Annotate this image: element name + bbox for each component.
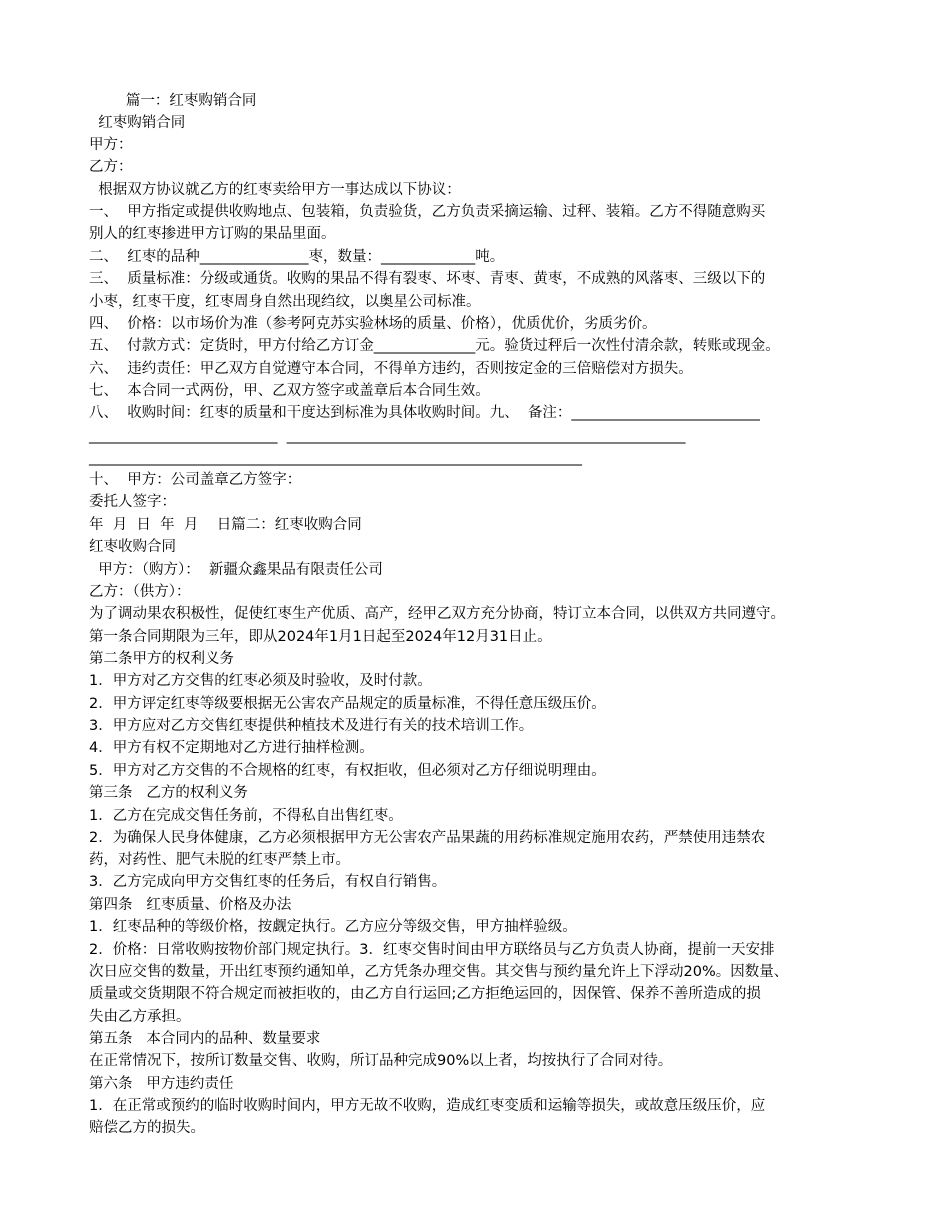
document-line: 红枣收购合同 [89, 539, 176, 555]
document-line: 七、 本合同一式两份，甲、乙双方签字或盖章后本合同生效。 [89, 383, 490, 399]
document-line: 赔偿乙方的损失。 [89, 1120, 205, 1136]
document-line: 第四条 红枣质量、价格及办法 [89, 897, 292, 913]
document-line: 根据双方协议就乙方的红枣卖给甲方一事达成以下协议： [89, 182, 461, 198]
document-line: 次日应交售的数量，开出红枣预约通知单，乙方凭条办理交售。其交售与预约量允许上下浮动20%。因数量、 [89, 964, 789, 980]
document-line: 乙方： [89, 159, 133, 175]
document-line: 第二条甲方的权利义务 [89, 651, 234, 667]
document-line: 质量或交货期限不符合规定而被拒收的，由乙方自行运回;乙方拒绝运回的，因保管、保养不善所造成的损 [89, 986, 761, 1002]
document-line: 三、 质量标准：分级或通货。收购的果品不得有裂枣、坏枣、青枣、黄枣，不成熟的风落枣、三级以下的 [89, 271, 766, 287]
document-line: 二、 红枣的品种_______________枣，数量：_____________吨。 [89, 249, 505, 265]
document-line: 甲方：（购方）： 新疆众鑫果品有限责任公司 [89, 562, 383, 578]
document-line: 1．甲方对乙方交售的红枣必须及时验收，及时付款。 [89, 673, 432, 689]
document-line: 年 月 日 年 月 日篇二：红枣收购合同 [89, 517, 362, 533]
document-line: 一、 甲方指定或提供收购地点、包装箱，负责验货，乙方负责采摘运输、过秤、装箱。乙方不得随意购买 [89, 204, 766, 220]
document-line: 十、 甲方：公司盖章乙方签字： [89, 472, 302, 488]
document-line: 乙方：（供方）： [89, 584, 191, 600]
document-line: 第六条 甲方违约责任 [89, 1076, 234, 1092]
document-line: 1．红枣品种的等级价格，按觑定执行。乙方应分等级交售，甲方抽样验级。 [89, 919, 577, 935]
document-line: 六、 违约责任：甲乙双方自觉遵守本合同，不得单方违约，否则按定金的三倍赔偿对方损失。 [89, 361, 693, 377]
document-line: 篇一：红枣购销合同 [89, 93, 257, 109]
document-line: 3．甲方应对乙方交售红枣提供种植技术及进行有关的技术培训工作。 [89, 718, 534, 734]
document-line: 为了调动果农积极性，促使红枣生产优质、高产，经甲乙双方充分协商，特订立本合同，以供双方共同遵守。 [89, 606, 785, 622]
document-line: 五、 付款方式：定货时，甲方付给乙方订金______________元。验货过秤后一次性付清余款，转账或现金。 [89, 338, 780, 354]
document-line: 2．为确保人民身体健康，乙方必须根据甲方无公害农产品果蔬的用药标准规定施用农药，严禁使用违禁农 [89, 830, 766, 846]
document-line: 红枣购销合同 [89, 115, 186, 131]
document-line: 药，对药性、肥气未脱的红枣严禁上市。 [89, 852, 350, 868]
document-line: 别人的红枣掺进甲方订购的果品里面。 [89, 226, 336, 242]
document-line: 2．价格：日常收购按物价部门规定执行。3．红枣交售时间由甲方联络员与乙方负责人协商，提前一天安排 [89, 942, 775, 958]
document-line: ____________________________________________________________________ [89, 450, 582, 466]
document-line: 4．甲方有权不定期地对乙方进行抽样检测。 [89, 740, 374, 756]
document-line: 八、 收购时间：红枣的质量和干度达到标准为具体收购时间。九、 备注：__________________________ [89, 405, 760, 421]
document-line: 甲方： [89, 137, 133, 153]
document-line: 3．乙方完成向甲方交售红枣的任务后，有权自行销售。 [89, 874, 447, 890]
document-line: 第五条 本合同内的品种、数量要求 [89, 1031, 321, 1047]
document-line: 委托人签字： [89, 494, 176, 510]
document-line: __________________________ _______________________________________________________ [89, 428, 686, 444]
document-line: 5．甲方对乙方交售的不合规格的红枣，有权拒收，但必须对乙方仔细说明理由。 [89, 763, 606, 779]
document-line: 1．乙方在完成交售任务前，不得私自出售红枣。 [89, 808, 403, 824]
document-line: 第一条合同期限为三年，即从2024年1月1日起至2024年12月31日止。 [89, 629, 552, 645]
document-line: 第三条 乙方的权利义务 [89, 785, 248, 801]
document-line: 四、 价格：以市场价为准（参考阿克苏实验林场的质量、价格），优质优价，劣质劣价。 [89, 316, 657, 332]
document-line: 2．甲方评定红枣等级要根据无公害农产品规定的质量标准，不得任意压级压价。 [89, 696, 606, 712]
document-line: 1．在正常或预约的临时收购时间内，甲方无故不收购，造成红枣变质和运输等损失，或故意压级压价，应 [89, 1098, 766, 1114]
document-line: 失由乙方承担。 [89, 1009, 191, 1025]
document-line: 在正常情况下，按所订数量交售、收购，所订品种完成90%以上者，均按执行了合同对待。 [89, 1053, 673, 1069]
document-line: 小枣，红枣干度，红枣周身自然出现绉纹，以奥星公司标准。 [89, 294, 481, 310]
